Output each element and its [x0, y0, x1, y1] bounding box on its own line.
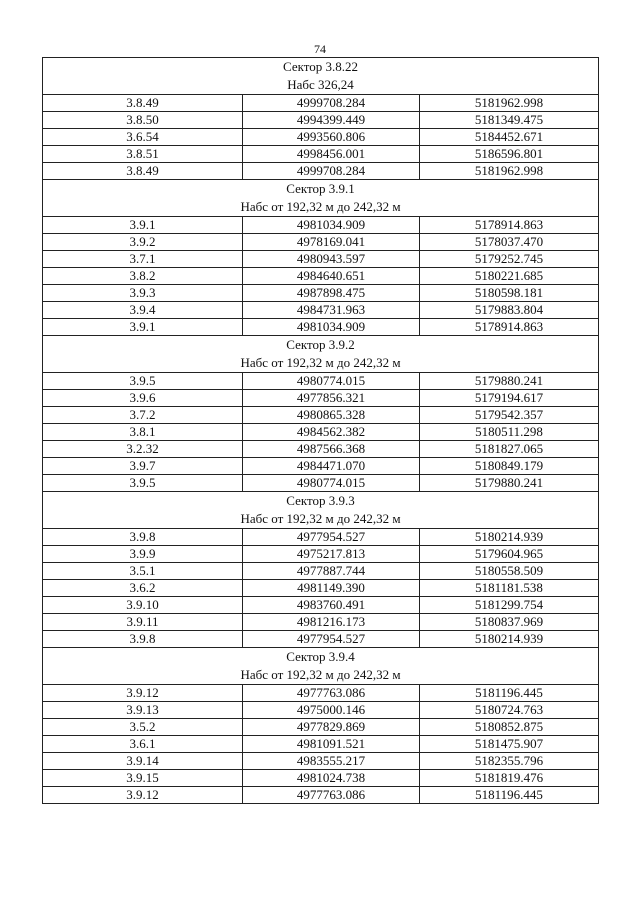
sector-header	[43, 336, 599, 373]
y-coordinate-cell: 5181181.538	[420, 580, 599, 597]
y-coordinate-cell: 5181827.065	[420, 441, 599, 458]
point-id-cell: 3.8.49	[43, 163, 243, 180]
table-row	[43, 146, 599, 163]
sector-header-row	[43, 180, 599, 217]
sector-header	[43, 492, 599, 529]
sector-header-row	[43, 492, 599, 529]
table-row	[43, 319, 599, 336]
y-coordinate-cell: 5180849.179	[420, 458, 599, 475]
point-id-cell: 3.9.7	[43, 458, 243, 475]
x-coordinate-cell: 4981091.521	[243, 736, 420, 753]
y-coordinate-cell: 5181196.445	[420, 787, 599, 804]
y-coordinate-cell: 5181819.476	[420, 770, 599, 787]
point-id-cell: 3.9.4	[43, 302, 243, 319]
point-id-cell: 3.5.2	[43, 719, 243, 736]
table-row	[43, 407, 599, 424]
point-id-cell: 3.7.1	[43, 251, 243, 268]
x-coordinate-cell: 4994399.449	[243, 112, 420, 129]
y-coordinate-cell: 5180837.969	[420, 614, 599, 631]
point-id-cell: 3.9.12	[43, 787, 243, 804]
sector-elevation: Набс от 192,32 м до 242,32 м	[240, 199, 401, 214]
y-coordinate-cell: 5182355.796	[420, 753, 599, 770]
table-row	[43, 580, 599, 597]
point-id-cell: 3.9.8	[43, 631, 243, 648]
point-id-cell: 3.9.9	[43, 546, 243, 563]
table-row	[43, 475, 599, 492]
sector-title: Сектор 3.9.3	[286, 493, 355, 508]
table-row	[43, 685, 599, 702]
x-coordinate-cell: 4983555.217	[243, 753, 420, 770]
table-row	[43, 302, 599, 319]
point-id-cell: 3.9.6	[43, 390, 243, 407]
y-coordinate-cell: 5180221.685	[420, 268, 599, 285]
page-number: 74	[314, 42, 326, 56]
y-coordinate-cell: 5178914.863	[420, 217, 599, 234]
table-row	[43, 163, 599, 180]
x-coordinate-cell: 4980774.015	[243, 373, 420, 390]
table-row	[43, 770, 599, 787]
y-coordinate-cell: 5181962.998	[420, 95, 599, 112]
sector-elevation: Набс 326,24	[287, 77, 354, 92]
table-row	[43, 441, 599, 458]
sector-title: Сектор 3.8.22	[283, 59, 359, 74]
point-id-cell: 3.8.1	[43, 424, 243, 441]
x-coordinate-cell: 4981149.390	[243, 580, 420, 597]
table-row	[43, 614, 599, 631]
point-id-cell: 3.9.8	[43, 529, 243, 546]
coordinates-table-body	[43, 58, 599, 804]
point-id-cell: 3.8.51	[43, 146, 243, 163]
x-coordinate-cell: 4984471.070	[243, 458, 420, 475]
point-id-cell: 3.9.1	[43, 319, 243, 336]
x-coordinate-cell: 4981034.909	[243, 319, 420, 336]
y-coordinate-cell: 5179252.745	[420, 251, 599, 268]
x-coordinate-cell: 4984731.963	[243, 302, 420, 319]
sector-title: Сектор 3.9.4	[286, 649, 355, 664]
y-coordinate-cell: 5181475.907	[420, 736, 599, 753]
y-coordinate-cell: 5181962.998	[420, 163, 599, 180]
x-coordinate-cell: 4980943.597	[243, 251, 420, 268]
y-coordinate-cell: 5180558.509	[420, 563, 599, 580]
table-row	[43, 268, 599, 285]
point-id-cell: 3.9.5	[43, 475, 243, 492]
sector-title: Сектор 3.9.2	[286, 337, 355, 352]
table-row	[43, 529, 599, 546]
x-coordinate-cell: 4975217.813	[243, 546, 420, 563]
x-coordinate-cell: 4977954.527	[243, 529, 420, 546]
point-id-cell: 3.8.50	[43, 112, 243, 129]
table-row	[43, 217, 599, 234]
x-coordinate-cell: 4977829.869	[243, 719, 420, 736]
y-coordinate-cell: 5181299.754	[420, 597, 599, 614]
x-coordinate-cell: 4981034.909	[243, 217, 420, 234]
table-row	[43, 597, 599, 614]
sector-header-row	[43, 648, 599, 685]
table-row	[43, 458, 599, 475]
table-row	[43, 702, 599, 719]
x-coordinate-cell: 4983760.491	[243, 597, 420, 614]
y-coordinate-cell: 5179604.965	[420, 546, 599, 563]
table-row	[43, 563, 599, 580]
table-row	[43, 112, 599, 129]
point-id-cell: 3.9.3	[43, 285, 243, 302]
point-id-cell: 3.6.54	[43, 129, 243, 146]
point-id-cell: 3.9.5	[43, 373, 243, 390]
y-coordinate-cell: 5184452.671	[420, 129, 599, 146]
y-coordinate-cell: 5178914.863	[420, 319, 599, 336]
x-coordinate-cell: 4977887.744	[243, 563, 420, 580]
table-row	[43, 424, 599, 441]
sector-elevation: Набс от 192,32 м до 242,32 м	[240, 667, 401, 682]
y-coordinate-cell: 5179883.804	[420, 302, 599, 319]
table-row	[43, 95, 599, 112]
x-coordinate-cell: 4999708.284	[243, 163, 420, 180]
x-coordinate-cell: 4999708.284	[243, 95, 420, 112]
point-id-cell: 3.9.2	[43, 234, 243, 251]
y-coordinate-cell: 5181196.445	[420, 685, 599, 702]
point-id-cell: 3.8.49	[43, 95, 243, 112]
table-row	[43, 546, 599, 563]
point-id-cell: 3.9.1	[43, 217, 243, 234]
sector-header	[43, 648, 599, 685]
point-id-cell: 3.2.32	[43, 441, 243, 458]
coordinates-table	[42, 57, 599, 804]
sector-header	[43, 180, 599, 217]
table-row	[43, 753, 599, 770]
x-coordinate-cell: 4984562.382	[243, 424, 420, 441]
sector-header	[43, 58, 599, 95]
point-id-cell: 3.7.2	[43, 407, 243, 424]
x-coordinate-cell: 4984640.651	[243, 268, 420, 285]
sector-elevation: Набс от 192,32 м до 242,32 м	[240, 511, 401, 526]
point-id-cell: 3.8.2	[43, 268, 243, 285]
x-coordinate-cell: 4998456.001	[243, 146, 420, 163]
x-coordinate-cell: 4987898.475	[243, 285, 420, 302]
x-coordinate-cell: 4975000.146	[243, 702, 420, 719]
x-coordinate-cell: 4987566.368	[243, 441, 420, 458]
point-id-cell: 3.9.10	[43, 597, 243, 614]
x-coordinate-cell: 4980865.328	[243, 407, 420, 424]
table-row	[43, 787, 599, 804]
x-coordinate-cell: 4977763.086	[243, 787, 420, 804]
table-row	[43, 373, 599, 390]
table-row	[43, 234, 599, 251]
x-coordinate-cell: 4978169.041	[243, 234, 420, 251]
x-coordinate-cell: 4981024.738	[243, 770, 420, 787]
point-id-cell: 3.9.14	[43, 753, 243, 770]
y-coordinate-cell: 5178037.470	[420, 234, 599, 251]
x-coordinate-cell: 4980774.015	[243, 475, 420, 492]
point-id-cell: 3.6.2	[43, 580, 243, 597]
table-row	[43, 390, 599, 407]
x-coordinate-cell: 4977856.321	[243, 390, 420, 407]
y-coordinate-cell: 5180214.939	[420, 529, 599, 546]
sector-header-row	[43, 336, 599, 373]
y-coordinate-cell: 5179880.241	[420, 475, 599, 492]
point-id-cell: 3.9.15	[43, 770, 243, 787]
sector-title: Сектор 3.9.1	[286, 181, 355, 196]
y-coordinate-cell: 5180852.875	[420, 719, 599, 736]
x-coordinate-cell: 4977763.086	[243, 685, 420, 702]
point-id-cell: 3.9.12	[43, 685, 243, 702]
table-row	[43, 285, 599, 302]
y-coordinate-cell: 5180724.763	[420, 702, 599, 719]
y-coordinate-cell: 5180511.298	[420, 424, 599, 441]
table-row	[43, 251, 599, 268]
y-coordinate-cell: 5180598.181	[420, 285, 599, 302]
point-id-cell: 3.9.13	[43, 702, 243, 719]
sector-header-row	[43, 58, 599, 95]
y-coordinate-cell: 5179880.241	[420, 373, 599, 390]
y-coordinate-cell: 5181349.475	[420, 112, 599, 129]
table-row	[43, 129, 599, 146]
table-row	[43, 736, 599, 753]
table-row	[43, 631, 599, 648]
y-coordinate-cell: 5179194.617	[420, 390, 599, 407]
y-coordinate-cell: 5186596.801	[420, 146, 599, 163]
y-coordinate-cell: 5180214.939	[420, 631, 599, 648]
x-coordinate-cell: 4981216.173	[243, 614, 420, 631]
y-coordinate-cell: 5179542.357	[420, 407, 599, 424]
x-coordinate-cell: 4993560.806	[243, 129, 420, 146]
point-id-cell: 3.9.11	[43, 614, 243, 631]
point-id-cell: 3.6.1	[43, 736, 243, 753]
table-row	[43, 719, 599, 736]
x-coordinate-cell: 4977954.527	[243, 631, 420, 648]
point-id-cell: 3.5.1	[43, 563, 243, 580]
sector-elevation: Набс от 192,32 м до 242,32 м	[240, 355, 401, 370]
